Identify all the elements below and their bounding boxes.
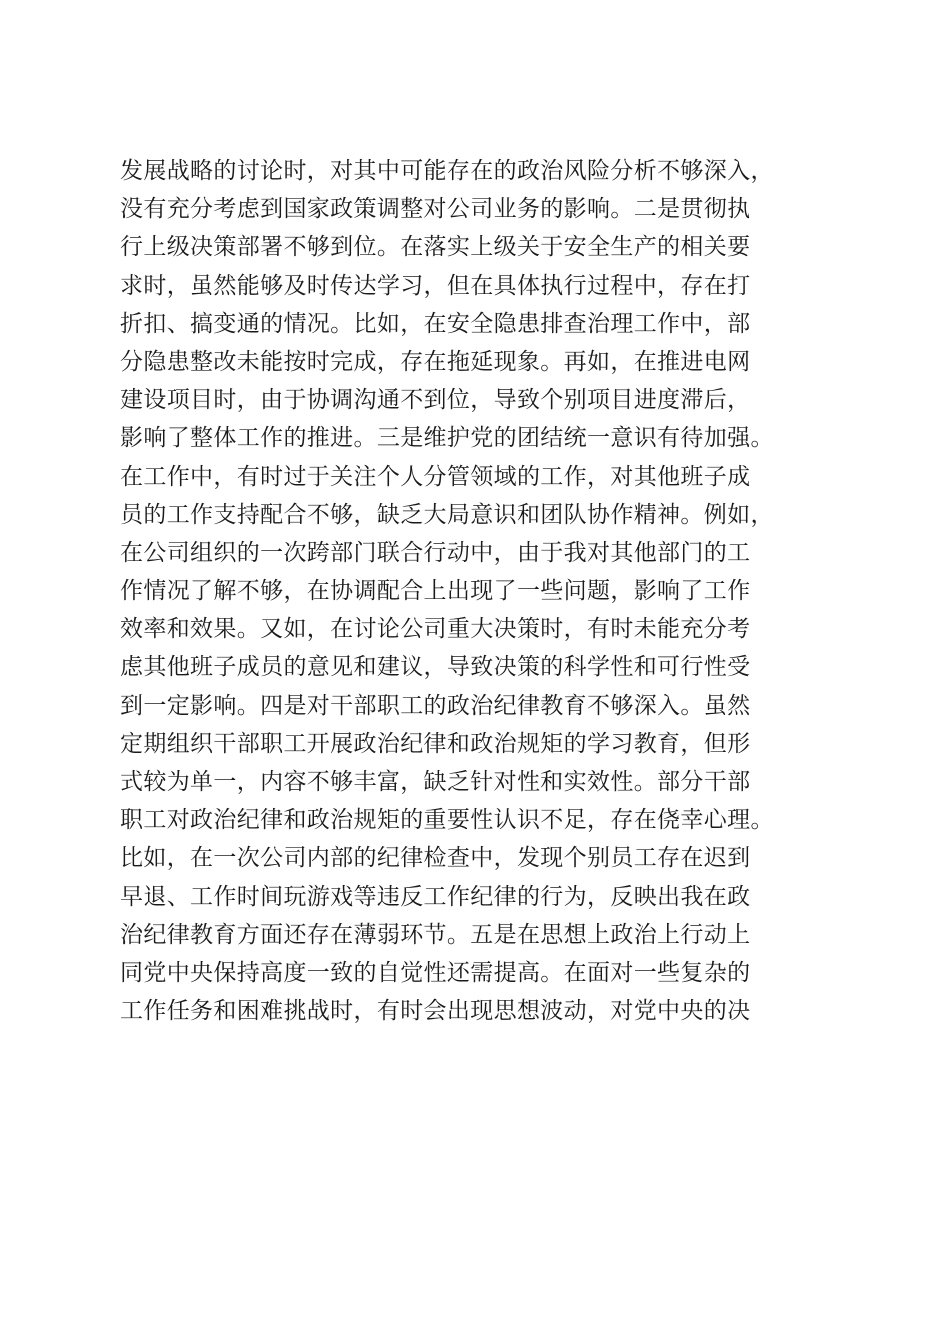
text-line: 式较为单一，内容不够丰富，缺乏针对性和实效性。部分干部: [120, 769, 751, 795]
text-line: 早退、工作时间玩游戏等违反工作纪律的行为，反映出我在政: [120, 883, 751, 910]
text-line: 效率和效果。又如，在讨论公司重大决策时，有时未能充分考: [120, 616, 751, 643]
text-line: 在工作中，有时过于关注个人分管领域的工作，对其他班子成: [120, 463, 751, 490]
text-line: 同党中央保持高度一致的自觉性还需提高。在面对一些复杂的: [120, 959, 751, 986]
text-line: 建设项目时，由于协调沟通不到位，导致个别项目进度滞后，: [120, 387, 751, 414]
text-line: 到一定影响。四是对干部职工的政治纪律教育不够深入。虽然: [120, 692, 751, 719]
text-line: 作情况了解不够，在协调配合上出现了一些问题，影响了工作: [120, 578, 751, 605]
text-line: 分隐患整改未能按时完成，存在拖延现象。再如，在推进电网: [120, 348, 751, 375]
body-text: [120, 152, 840, 1030]
text-line: 行上级决策部署不够到位。在落实上级关于安全生产的相关要: [120, 234, 751, 261]
text-line: 发展战略的讨论时，对其中可能存在的政治风险分析不够深入，: [120, 158, 774, 184]
text-line: 工作任务和困难挑战时，有时会出现思想波动，对党中央的决: [120, 998, 751, 1025]
text-line: 虑其他班子成员的意见和建议，导致决策的科学性和可行性受: [120, 654, 751, 681]
text-line: 员的工作支持配合不够，缺乏大局意识和团队协作精神。例如，: [120, 501, 774, 528]
text-line: 治纪律教育方面还存在薄弱环节。五是在思想上政治上行动上: [120, 921, 751, 948]
text-line: 比如，在一次公司内部的纪律检查中，发现个别员工存在迟到: [120, 845, 751, 872]
text-line: 影响了整体工作的推进。三是维护党的团结统一意识有待加强。: [120, 425, 774, 452]
text-line: 折扣、搞变通的情况。比如，在安全隐患排查治理工作中，部: [120, 310, 751, 337]
text-line: 求时，虽然能够及时传达学习，但在具体执行过程中，存在打: [120, 272, 751, 299]
text-line: 定期组织干部职工开展政治纪律和政治规矩的学习教育，但形: [120, 730, 751, 757]
text-line: 职工对政治纪律和政治规矩的重要性认识不足，存在侥幸心理。: [120, 807, 774, 834]
text-line: 没有充分考虑到国家政策调整对公司业务的影响。二是贯彻执: [120, 196, 751, 223]
text-line: 在公司组织的一次跨部门联合行动中，由于我对其他部门的工: [120, 539, 751, 566]
